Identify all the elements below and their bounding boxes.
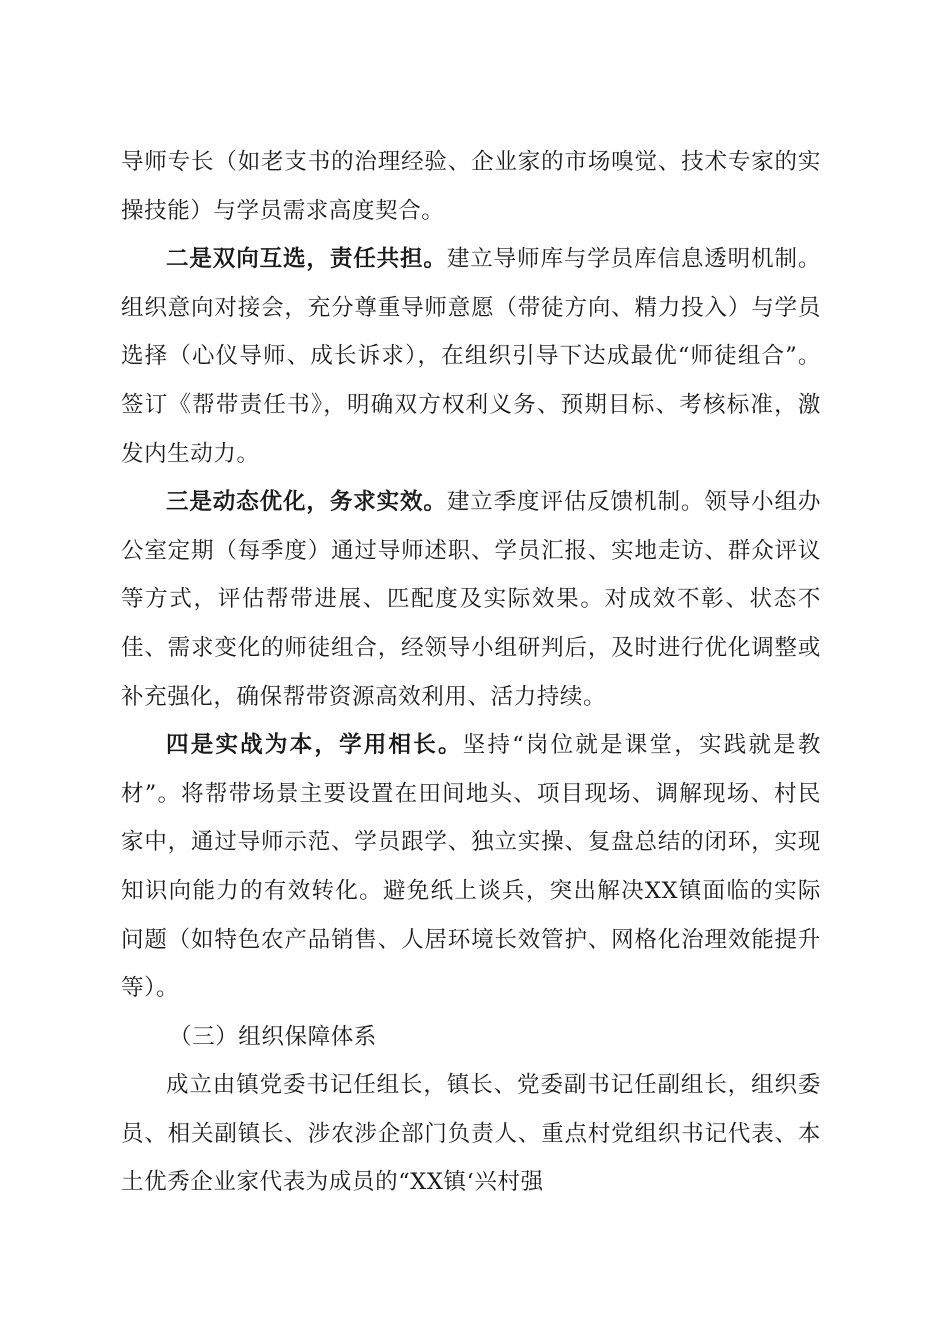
paragraph-body-text: 建立季度评估反馈机制。领导小组办公室定期（每季度）通过导师述职、学员汇报、实地走访、群众评议等方式，评估帮带进展、匹配度及实际效果。对成效不彰、状态不佳、需求变化的师徒组合，经领导小组研判后，及时进行优化调整或补充强化，确保帮带资源高效利用、活力持续。 xyxy=(121,489,821,710)
paragraph-dynamic-optimization xyxy=(121,478,821,721)
paragraph-body-text: 建立导师库与学员库信息透明机制。组织意向对接会，充分尊重导师意愿（带徒方向、精力投入）与学员选择（心仪导师、成长诉求），在组织引导下达成最优“师徒组合”。签订《帮带责任书》，明确双方权利义务、预期目标、考核标准，激发内生动力。 xyxy=(121,246,821,467)
paragraph-body-text: 坚持“岗位就是课堂，实践就是教材”。将帮带场景主要设置在田间地头、项目现场、调解现场、村民家中，通过导师示范、学员跟学、独立实操、复盘总结的闭环，实现知识向能力的有效转化。避免纸上谈兵，突出解决XX镇面临的实际问题（如特色农产品销售、人居环境长效管护、网格化治理效能提升等）。 xyxy=(121,732,821,1002)
paragraph-lead-heading: 四是实战为本，学用相长。 xyxy=(166,732,463,759)
paragraph-practice-based xyxy=(121,721,821,1013)
document-body xyxy=(121,138,821,1207)
paragraph-leading-group: 成立由镇党委书记任组长，镇长、党委副书记任副组长，组织委员、相关副镇长、涉农涉企部门负责人、重点村党组织书记代表、本土优秀企业家代表为成员的“XX镇‘兴村强 xyxy=(121,1072,821,1196)
paragraph-continuation: 导师专长（如老支书的治理经验、企业家的市场嗅觉、技术专家的实操技能）与学员需求高度契合。 xyxy=(121,149,821,224)
paragraph-two-way-selection xyxy=(121,235,821,478)
paragraph-lead-heading: 三是动态优化，务求实效。 xyxy=(166,489,447,516)
section-heading-organization-guarantee: （三）组织保障体系 xyxy=(169,1023,377,1050)
paragraph-lead-heading: 二是双向互选，责任共担。 xyxy=(166,246,447,273)
